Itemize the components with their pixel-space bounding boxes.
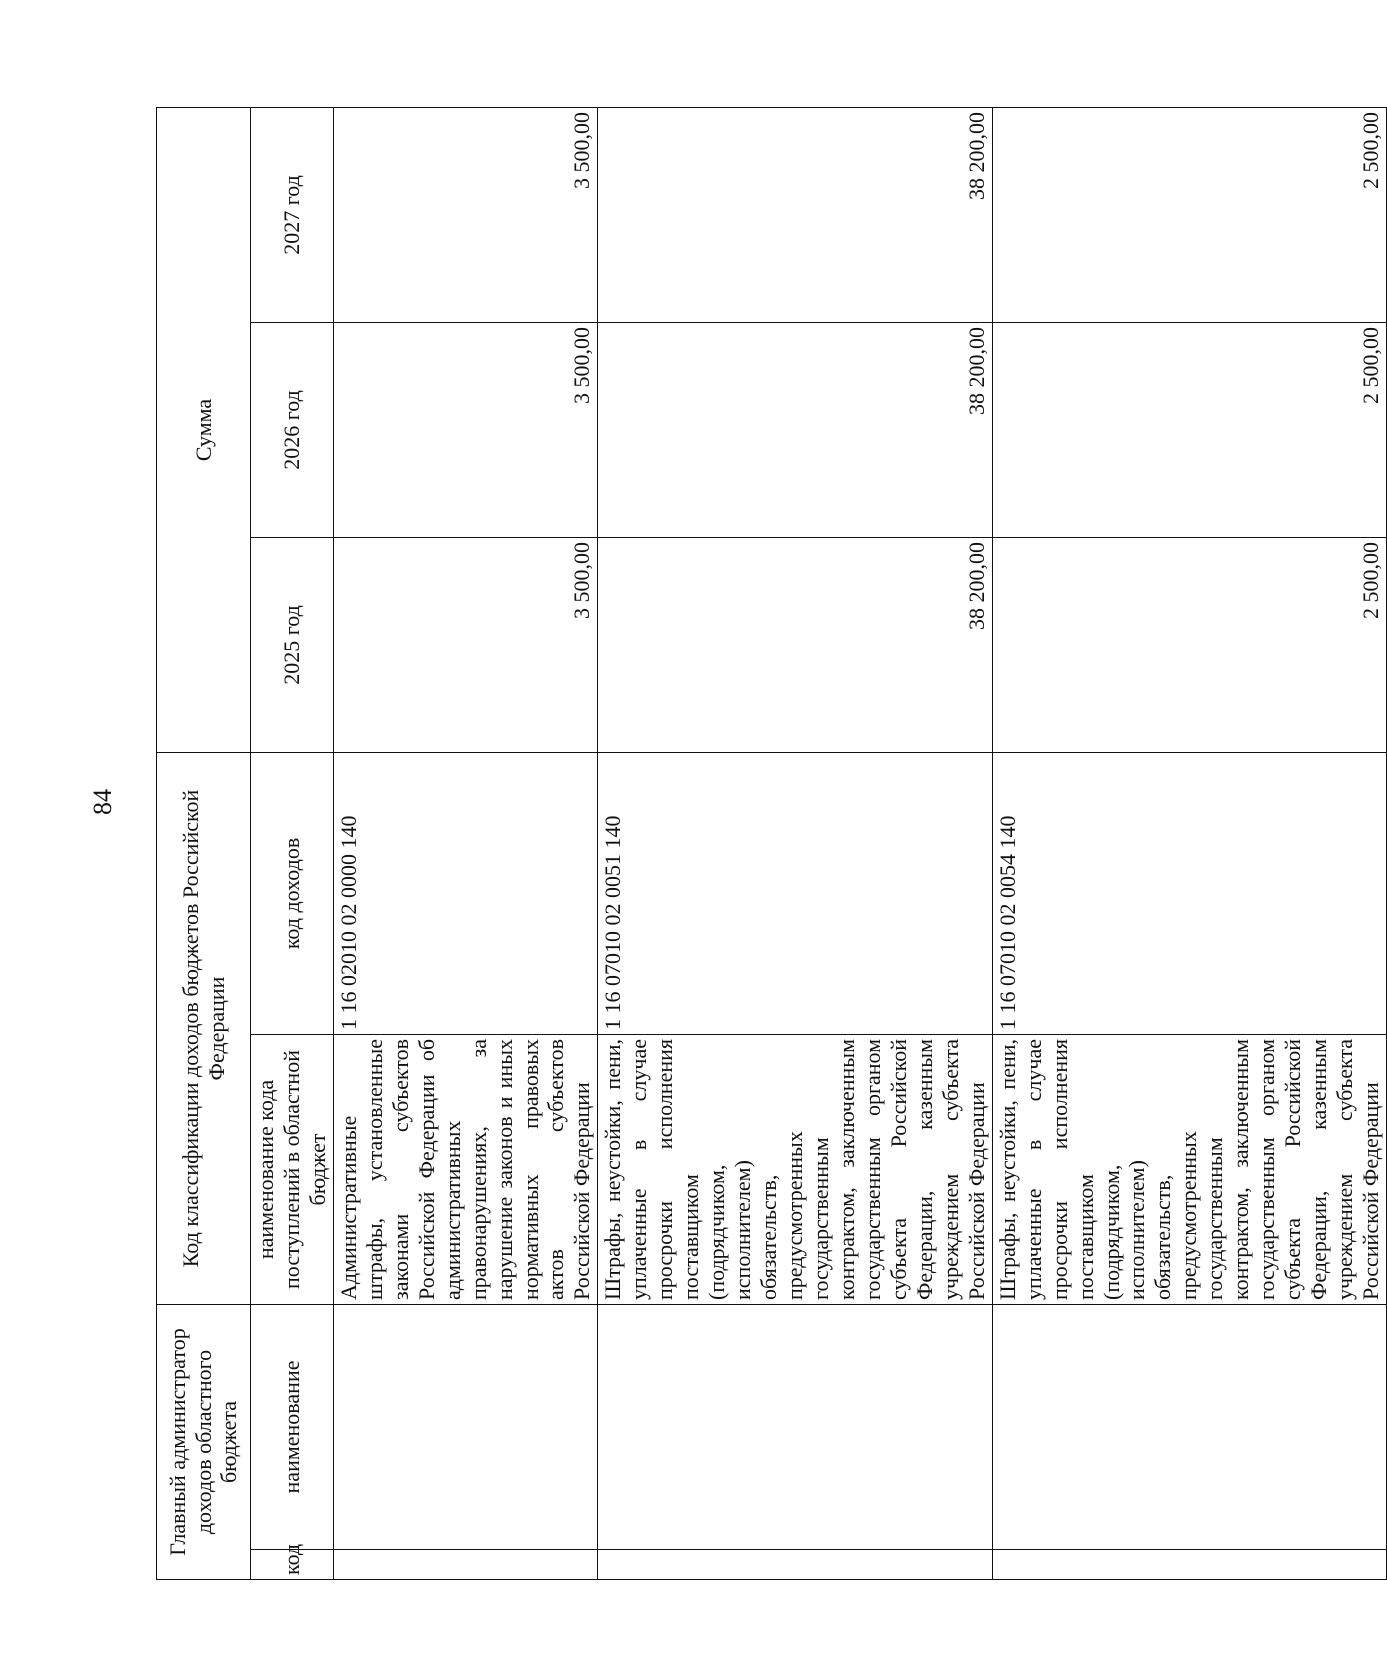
- row-income-code-cell: 1 16 07010 02 0051 140: [598, 752, 992, 1034]
- row-2025-amount: 3 500,00: [333, 537, 598, 752]
- row-2026-amount: 2 500,00: [992, 322, 1386, 537]
- header-chief-admin: Главный администратор доходов областного бюджета: [157, 1304, 251, 1579]
- row-description-cell: Штрафы, неустойки, пени, уплаченные в случае просрочки исполнения поставщиком (подрядчиком, исполнителем) обязательств, предусмотренных государственным контрактом, заключенным государственным органом субъекта Российской Федерации, казенным учреждением субъекта Российской Федерации: [598, 1034, 992, 1304]
- header-income-name: наименование кода поступлений в областной бюджет: [251, 1034, 334, 1304]
- row-2027-amount: 38 200,00: [598, 107, 992, 322]
- row-2026-amount: 38 200,00: [598, 322, 992, 537]
- header-income-code: код доходов: [251, 752, 334, 1034]
- row-code-cell: [598, 1550, 992, 1580]
- row-income-code-cell: 1 16 02010 02 0000 140: [333, 752, 598, 1034]
- row-name-cell: [992, 1304, 1386, 1549]
- row-2027-amount: 3 500,00: [333, 107, 598, 322]
- row-2025-amount: 38 200,00: [598, 537, 992, 752]
- table-row: [598, 107, 992, 1579]
- table-row: [992, 107, 1386, 1579]
- header-classification: Код классификации доходов бюджетов Российской Федерации: [157, 752, 251, 1304]
- row-code-cell: [333, 1550, 598, 1580]
- row-income-code-cell: 1 16 07010 02 0054 140: [992, 752, 1386, 1034]
- budget-revenue-table: [156, 107, 1387, 1580]
- header-code: код: [251, 1550, 334, 1580]
- row-2027-amount: 2 500,00: [992, 107, 1386, 322]
- header-year-2027: 2027 год: [251, 107, 334, 322]
- row-name-cell: [333, 1304, 598, 1549]
- row-description-cell: Административные штрафы, установленные законами субъектов Российской Федерации об административных правонарушениях, за нарушение законов и иных нормативных правовых актов субъектов Российской Федерации: [333, 1034, 598, 1304]
- row-name-cell: [598, 1304, 992, 1549]
- table-row: [333, 107, 598, 1579]
- header-year-2025: 2025 год: [251, 537, 334, 752]
- page-number: 84: [88, 789, 117, 815]
- row-2025-amount: 2 500,00: [992, 537, 1386, 752]
- row-description-cell: Штрафы, неустойки, пени, уплаченные в случае просрочки исполнения поставщиком (подрядчиком, исполнителем) обязательств, предусмотренных государственным контрактом, заключенным государственным органом субъекта Российской Федерации, казенным учреждением субъекта Российской Федерации: [992, 1034, 1386, 1304]
- row-code-cell: [992, 1550, 1386, 1580]
- row-2026-amount: 3 500,00: [333, 322, 598, 537]
- header-name: наименование: [251, 1304, 334, 1549]
- header-sum: Сумма: [157, 107, 251, 752]
- budget-table-sheet: [156, 108, 1384, 1580]
- header-year-2026: 2026 год: [251, 322, 334, 537]
